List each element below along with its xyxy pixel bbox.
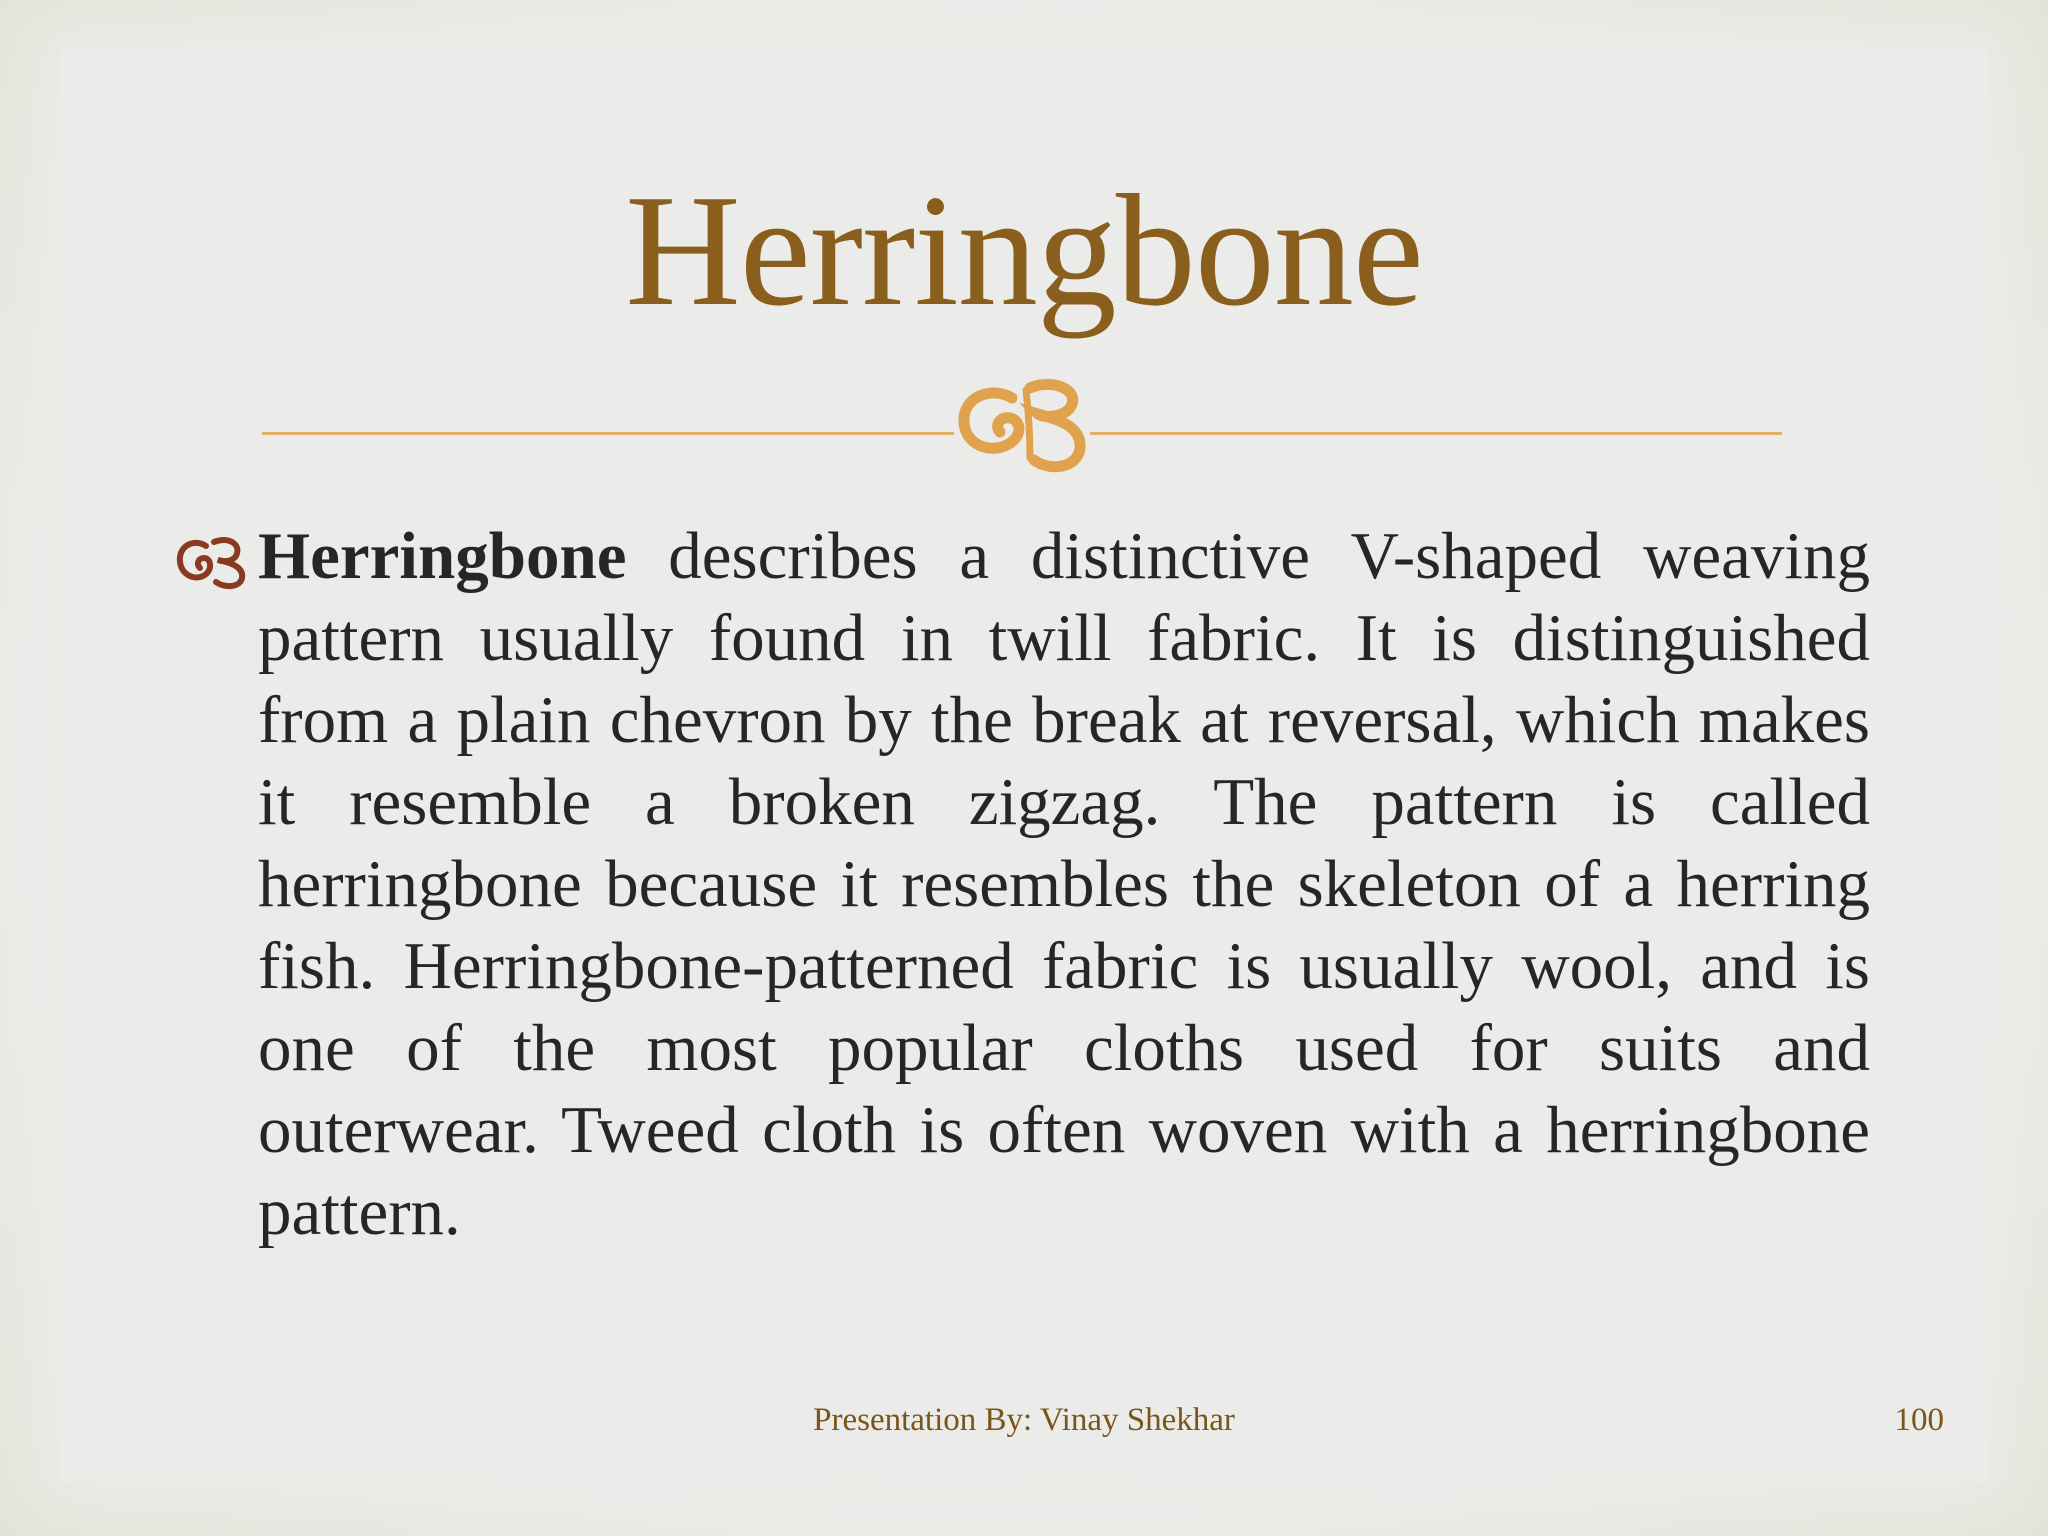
divider-line-right: [1090, 432, 1782, 435]
swirl-bullet-icon: [176, 530, 246, 590]
body-paragraph: [258, 515, 1870, 1253]
slide-title: Herringbone: [625, 161, 1423, 339]
body-lead-term: Herringbone: [258, 519, 627, 593]
ornamental-swirl-icon: [942, 368, 1106, 478]
body-text: describes a distinctive V-shaped weaving pattern usually found in twill fabric. It is distinguished from a plain chevron by the break at reversal, which makes it resemble a broken zigzag. The pattern is called herringbone because it resembles the skeleton of a herring fish. Herringbone-patterned fabric is usually wool, and is one of the most popular cloths used for suits and outerwear. Tweed cloth is often woven with a herringbone pattern.: [258, 519, 1870, 1249]
divider-line-left: [262, 432, 954, 435]
footer-presenter: Presentation By: Vinay Shekhar: [813, 1402, 1235, 1438]
page-number: 100: [1894, 1402, 1944, 1438]
title-divider: [0, 368, 2048, 488]
